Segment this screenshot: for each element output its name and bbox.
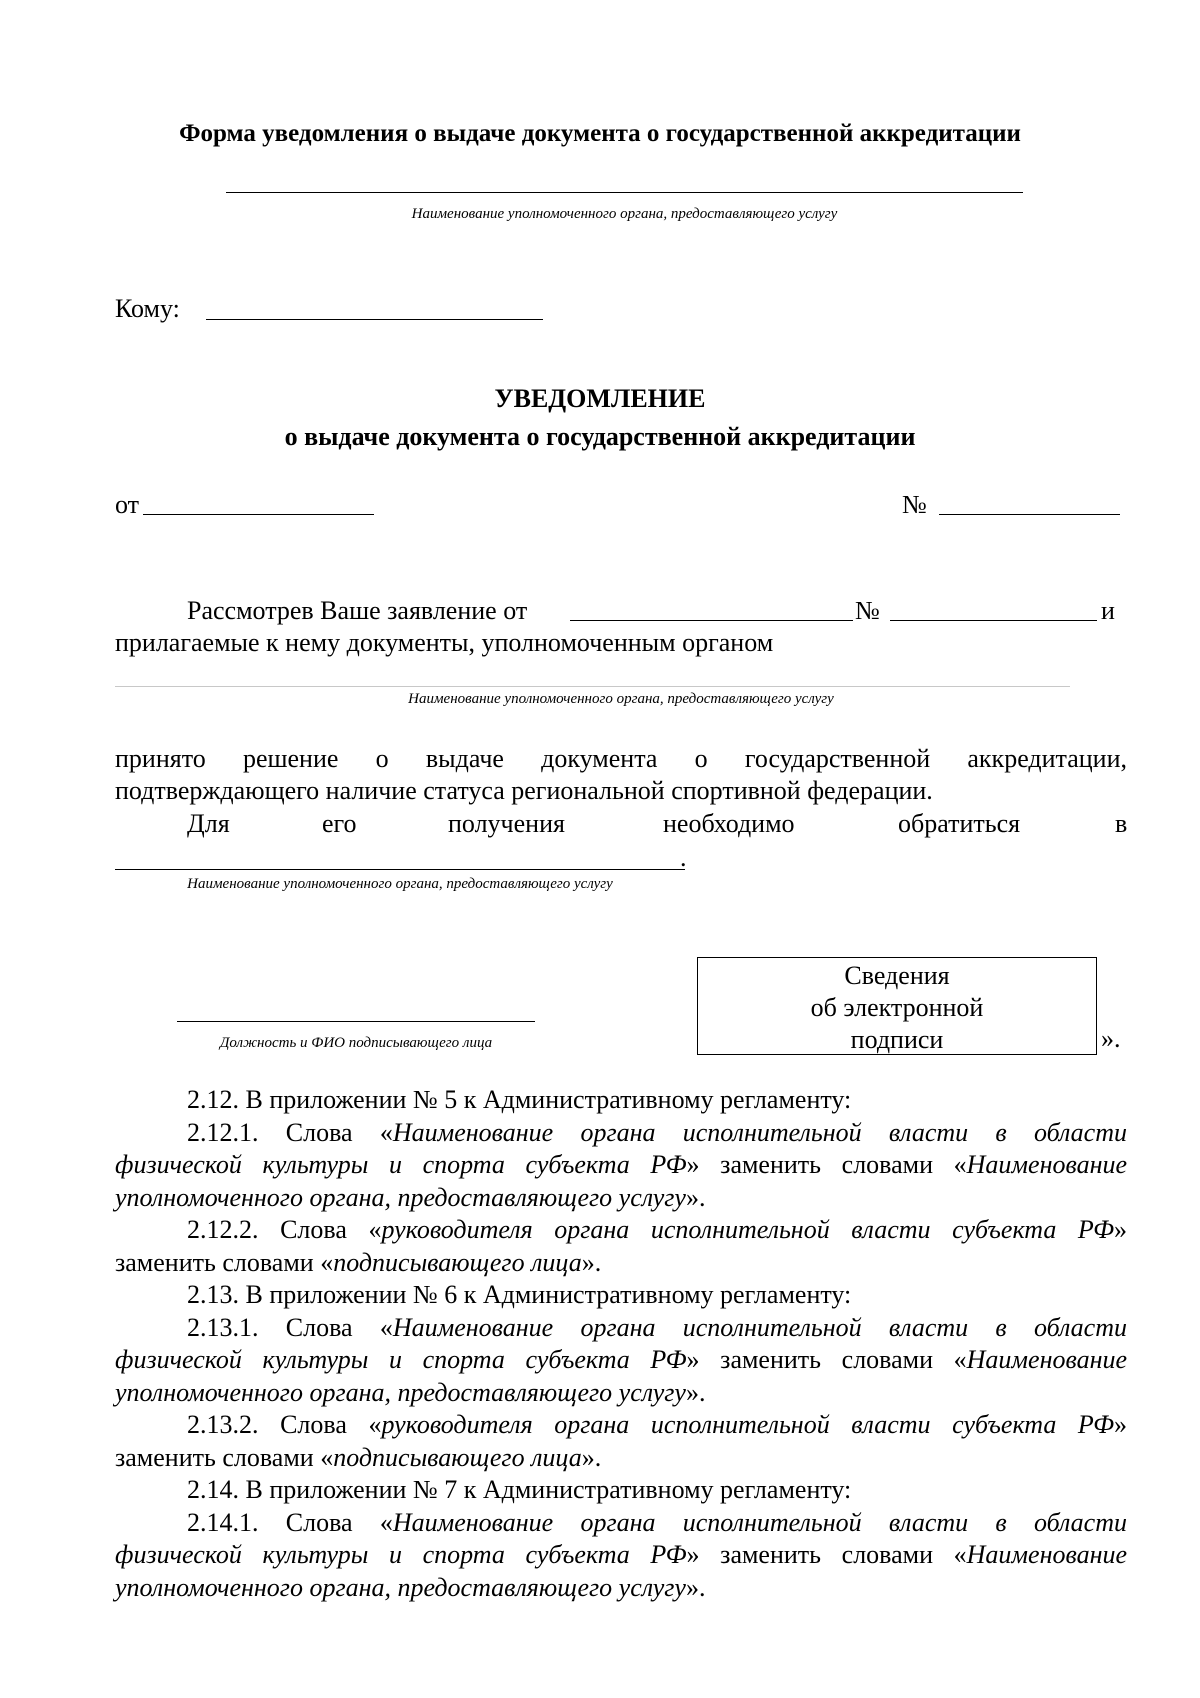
- from-label: от: [115, 490, 140, 519]
- notice-subheading: о выдаче документа о государственной аккредитации: [284, 422, 916, 451]
- amendment-heading-2-13: 2.13. В приложении № 6 к Административному регламенту:: [187, 1280, 852, 1309]
- amendment-heading-2-12: 2.12. В приложении № 5 к Административному регламенту:: [187, 1085, 852, 1114]
- amendment-2-13-1: 2.13.1. Слова «Наименование органа исполнительной власти в области: [187, 1312, 1127, 1342]
- authority-line-3[interactable]: [115, 869, 685, 870]
- amendment-2-12-1-end: уполномоченного органа, предоставляющего услугу».: [115, 1182, 706, 1212]
- signatory-line[interactable]: [177, 1021, 535, 1022]
- e-signature-box: [697, 957, 1097, 1055]
- amendments-section: [115, 1084, 1127, 1604]
- amendment-2-14-1: 2.14.1. Слова «Наименование органа исполнительной власти в области: [187, 1507, 1127, 1537]
- amendment-2-12-1-cont: физической культуры и спорта субъекта РФ» заменить словами «Наименование: [115, 1150, 1128, 1179]
- consider-text: Рассмотрев Ваше заявление от: [187, 596, 528, 625]
- decision-word: в: [1115, 809, 1128, 838]
- decision-word: обратиться: [898, 809, 1021, 838]
- number-blank-line[interactable]: [939, 514, 1120, 515]
- decision-word: необходимо: [663, 809, 795, 838]
- amendment-2-12-2: 2.12.2. Слова «руководителя органа исполнительной власти субъекта РФ»: [187, 1215, 1128, 1244]
- authority-caption-2: Наименование уполномоченного органа, предоставляющего услугу: [408, 691, 834, 707]
- decision-word: получения: [448, 809, 565, 838]
- to-blank-line[interactable]: [206, 319, 543, 320]
- e-signature-text: подписи: [850, 1025, 944, 1054]
- decision-word: Для: [187, 809, 230, 838]
- to-label: Кому:: [115, 294, 180, 323]
- notice-heading: УВЕДОМЛЕНИЕ: [494, 384, 706, 413]
- e-signature-text: Сведения: [844, 961, 950, 990]
- amendment-2-13-1-end: уполномоченного органа, предоставляющего услугу».: [115, 1377, 706, 1407]
- authority-caption: Наименование уполномоченного органа, предоставляющего услугу: [411, 206, 838, 222]
- number-label: №: [902, 490, 927, 519]
- decision-line2: подтверждающего наличие статуса региональной спортивной федерации.: [115, 776, 933, 805]
- consider-line2: прилагаемые к нему документы, уполномоченным органом: [115, 628, 774, 657]
- e-signature-text: об электронной: [810, 993, 984, 1022]
- amendment-2-14-1-cont: физической культуры и спорта субъекта РФ» заменить словами «Наименование: [115, 1540, 1128, 1569]
- application-date-line[interactable]: [570, 620, 853, 621]
- application-number-label: №: [855, 596, 880, 625]
- decision-word: его: [322, 809, 357, 838]
- authority-caption-3: Наименование уполномоченного органа, предоставляющего услугу: [187, 876, 613, 892]
- signatory-caption: Должность и ФИО подписывающего лица: [219, 1035, 493, 1051]
- decision-line1: принято решение о выдаче документа о государственной аккредитации,: [115, 744, 1127, 773]
- amendment-heading-2-14: 2.14. В приложении № 7 к Административному регламенту:: [187, 1475, 852, 1504]
- form-title: Форма уведомления о выдаче документа о государственной аккредитации: [179, 120, 1021, 147]
- amendment-2-14-1-end: уполномоченного органа, предоставляющего услугу».: [115, 1572, 706, 1602]
- amendment-2-13-2: 2.13.2. Слова «руководителя органа исполнительной власти субъекта РФ»: [187, 1410, 1128, 1439]
- amendment-2-13-2-end: заменить словами «подписывающего лица».: [115, 1442, 602, 1472]
- closing-quote: ».: [1101, 1024, 1121, 1053]
- amendment-2-13-1-cont: физической культуры и спорта субъекта РФ» заменить словами «Наименование: [115, 1345, 1128, 1374]
- decision-dot: .: [680, 843, 687, 872]
- amendment-2-12-2-end: заменить словами «подписывающего лица».: [115, 1247, 602, 1277]
- authority-line-2[interactable]: [115, 686, 1070, 687]
- amendment-2-12-1: 2.12.1. Слова «Наименование органа исполнительной власти в области: [187, 1117, 1127, 1147]
- application-number-line[interactable]: [890, 620, 1097, 621]
- authority-blank-line[interactable]: [226, 192, 1023, 193]
- date-blank-line[interactable]: [143, 514, 374, 515]
- consider-and: и: [1101, 596, 1115, 625]
